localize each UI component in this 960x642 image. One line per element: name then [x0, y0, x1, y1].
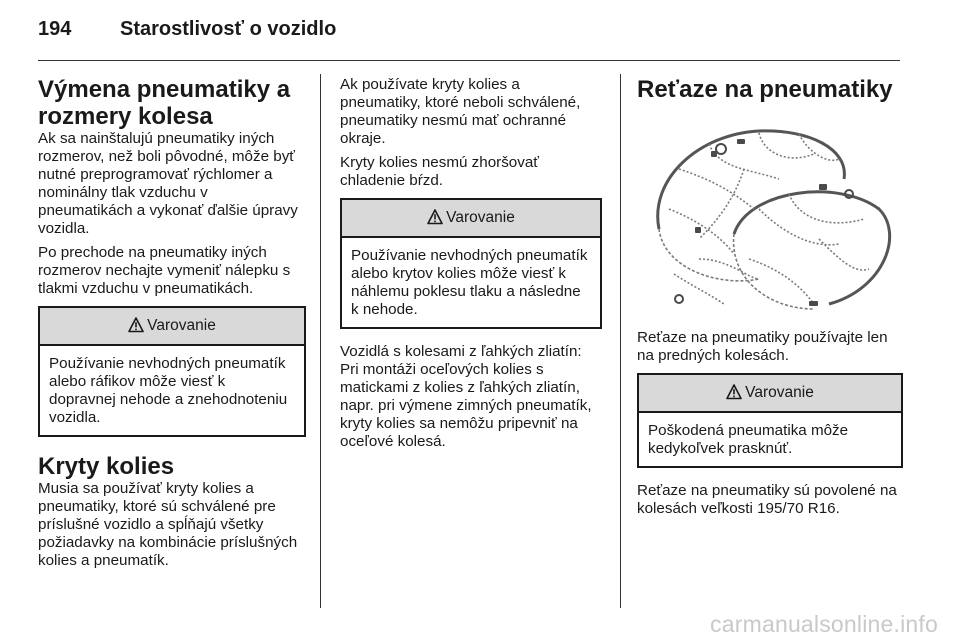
warning-triangle-icon	[726, 384, 742, 400]
section-heading-tire-change: Výmena pneumatiky a rozmery kolesa	[38, 76, 291, 130]
column-2	[340, 76, 602, 457]
warning-header	[342, 200, 600, 238]
warning-text: Používanie nevhodných pneumatík alebo ráfikov môže viesť k dopravnej nehode a znehodnoteniu vozidla.	[49, 355, 288, 426]
snow-chains-illustration	[639, 109, 899, 319]
section-heading-snow-chains: Reťaze na pneumatiky	[637, 76, 893, 103]
paragraph: Kryty kolies nesmú zhoršovať chladenie bŕzd.	[340, 154, 539, 189]
column-1	[38, 76, 306, 576]
section-heading-wheel-covers: Kryty kolies	[38, 453, 175, 480]
column-divider-1	[320, 74, 321, 608]
page-title: Starostlivosť o vozidlo	[120, 18, 337, 40]
paragraph: Vozidlá s kolesami z ľahkých zliatín: Pri montáži oceľových kolies s matickami z kolies z ľahkých zliatín, napr. pri výmene zimných pneumatík, kryty kolies sa nemôžu pripevniť na oceľové kolesá.	[340, 343, 592, 450]
paragraph: Po prechode na pneumatiky iných rozmerov nechajte vymeniť nálepku s tlakmi vzduchu v pneumatikách.	[38, 244, 291, 297]
warning-text: Poškodená pneumatika môže kedykoľvek prasknúť.	[648, 422, 849, 457]
warning-box	[38, 306, 306, 437]
paragraph: Ak sa nainštalujú pneumatiky iných rozmerov, než boli pôvodné, môže byť nutné preprogramovať rýchlomer a nominálny tlak vzduchu v pneumatikách a vykonať ďalšie úpravy vozidla.	[38, 130, 298, 237]
column-divider-2	[620, 74, 621, 608]
warning-box	[637, 373, 903, 468]
column-3	[637, 76, 903, 524]
warning-header	[639, 375, 901, 413]
paragraph: Musia sa používať kryty kolies a pneumatiky, ktoré sú schválené pre príslušné vozidlo a spĺňajú všetky požiadavky na kombinácie príslušných kolies a pneumatík.	[38, 480, 298, 569]
paragraph: Ak používate kryty kolies a pneumatiky, ktoré neboli schválené, pneumatiky nesmú mať ochranné okraje.	[340, 76, 581, 147]
paragraph: Reťaze na pneumatiky používajte len na predných kolesách.	[637, 329, 888, 364]
page-number: 194	[38, 18, 72, 40]
warning-title: Varovanie	[147, 317, 216, 334]
watermark: carmanualsonline.info	[710, 611, 938, 637]
paragraph: Reťaze na pneumatiky sú povolené na kolesách veľkosti 195/70 R16.	[637, 482, 897, 517]
warning-title: Varovanie	[446, 209, 515, 226]
warning-text: Používanie nevhodných pneumatík alebo krytov kolies môže viesť k náhlemu poklesu tlaku a následne k nehode.	[351, 247, 588, 318]
warning-box	[340, 198, 602, 329]
warning-triangle-icon	[128, 317, 144, 333]
warning-triangle-icon	[427, 209, 443, 225]
warning-header	[40, 308, 304, 346]
warning-title: Varovanie	[745, 384, 814, 401]
header-rule	[38, 60, 900, 61]
